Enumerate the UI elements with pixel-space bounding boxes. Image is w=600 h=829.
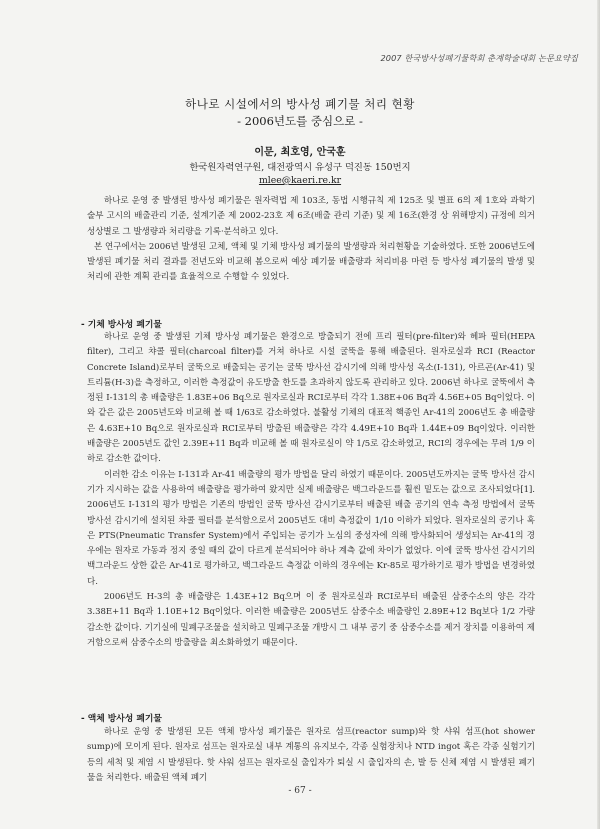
affiliation: 한국원자력연구원, 대전광역시 유성구 덕진동 150번지	[189, 162, 411, 173]
paper-title: 하나로 시설에서의 방사성 폐기물 처리 현황	[185, 97, 415, 111]
gas-paragraph: 하나로 운영 중 발생된 기체 방사성 폐기물은 환경으로 방출되기 전에 프리 필터(pre-filter)와 헤파 필터(HEPA filter), 그리고 챠콜 필터(charcoal filter)를 거쳐 하나로 시설 굴뚝을 통해 배출된다. 원자로실과 RCI (Reactor Concrete Island)로부터 굴뚝으로 배출되는 공기는 굴뚝 방사선 감시기에 의해 방사성 옥소(I-131), 아르곤(Ar-41) 및 트리튬(H-3)을 측정하고, 이러한 측정값이 유도방출 한도를 초과하지 않도록 관리하고 있다. 2006년 하나로 굴뚝에서 측정된 I-131의 총 배출량은 1.83E+06 Bq으로 원자로실과 RCI로부터 각각 1.38E+06 Bq과 4.56E+05 Bq이었다. 이와 같은 값은 2005년도와 비교해 볼 때 1/63로 감소하였다. 불활성 기체의 대표적 핵종인 Ar-41의 2006년도 총 배출량은 4.63E+10 Bq으로 원자로실과 RCI로부터 방출된 배출량은 각각 4.49E+10 Bq과 1.44E+09 Bq이었다. 이러한 배출량은 2005년도 값인 2.39E+11 Bq과 비교해 볼 때 원자로실이 약 1/5로 감소하였고, RCI의 경우에는 무려 1/9 이하로 감소한 값이다.	[87, 332, 535, 465]
intro-paragraph: 본 연구에서는 2006년 발생된 고체, 액체 및 기체 방사성 폐기물의 발생량과 처리현황을 기술하였다. 또한 2006년도에 발생된 폐기물 처리 결과를 전년도와 비교해 봄으로써 예상 폐기물 배출량과 처리비용 마련 등 방사성 폐기물의 발생 및 처리에 관한 계획 관리를 효율적으로 수행할 수 있었다.	[87, 241, 535, 283]
section-heading-gas: - 기체 방사성 폐기물	[81, 320, 162, 330]
running-head: 2007 한국방사성폐기물학회 춘계학술대회 논문요약집	[380, 53, 578, 63]
gas-section-body	[87, 330, 535, 651]
authors: 이문, 최호영, 안국훈	[254, 147, 346, 158]
liquid-paragraph: 하나로 운영 중 발생된 모든 액체 방사성 폐기물은 원자로 섬프(reactor sump)와 핫 샤워 섬프(hot shower sump)에 모이게 된다. 원자로 섬프는 원자로실 내부 계통의 유지보수, 각종 실험장치나 NTD ingot 혹은 각종 실험기기 등의 세척 및 제염 시 발생된다. 핫 샤워 섬프는 원자로실 출입자가 퇴실 시 출입자의 손, 발 등 신체 제염 시 발생된 폐기물을 처리한다. 배출된 액체 폐기	[87, 727, 535, 783]
paper-subtitle: - 2006년도를 중심으로 -	[237, 114, 363, 128]
intro-section	[87, 194, 535, 286]
email-link[interactable]: mlee@kaeri.re.kr	[258, 175, 342, 186]
liquid-section-body	[87, 725, 535, 786]
page-number: - 67 -	[288, 786, 312, 796]
section-heading-liquid: - 액체 방사성 폐기물	[81, 714, 162, 724]
intro-paragraph: 하나로 운영 중 발생된 방사성 폐기물은 원자력법 제 103조, 동법 시행규칙 제 125조 및 별표 6의 제 1호와 과학기술부 고시의 배출관리 기준, 설계기준 제 2002-23호 제 6조(배출 관리 기준) 및 제 16조(환경 상 위해방지) 규정에 의거 성상별로 그 발생량과 처리량을 기록·분석하고 있다.	[87, 196, 535, 237]
gas-paragraph: 2006년도 H-3의 총 배출량은 1.43E+12 Bq으며 이 중 원자로실과 RCI로부터 배출된 삼중수소의 양은 각각 3.38E+11 Bq과 1.10E+12 Bq이었다. 이러한 배출량은 2005년도 삼중수소 배출량인 2.89E+12 Bq보다 1/2 가량 감소한 값이다. 기기실에 밀폐구조물을 설치하고 밀폐구조물 개방시 그 내부 공기 중 삼중수소를 제거 장치를 이용하여 제거함으로써 삼중수소의 방출량을 최소화하였기 때문이다.	[87, 592, 535, 648]
gas-paragraph: 이러한 감소 이유는 I-131과 Ar-41 배출량의 평가 방법을 달리 하였기 때문이다. 2005년도까지는 굴뚝 방사선 감시기가 지시하는 값을 사용하여 배출량을 평가하여 왔지만 실제 배출량은 백그라운드를 훨씬 밑도는 값으로 조사되었다[1]. 2006년도 I-131의 평가 방법은 기존의 방법인 굴뚝 방사선 감시기로부터 배출된 배출 공기의 연속 측정 방법에서 굴뚝 방사선 감시기에 설치된 챠콜 필터를 분석함으로서 2005년도 대비 측정값이 1/10 이하가 되었다. 원자로실의 공기나 혹은 PTS(Pneumatic Transfer System)에서 주입되는 공기가 노심의 중성자에 의해 방사화되어 생성되는 Ar-41의 경우에는 원자로 가동과 정지 중일 때의 값이 다르게 분석되어야 하나 계측 값에 차이가 없었다. 이에 굴뚝 방사선 감시기의 백그라운드 상한 값은 Ar-41로 평가하고, 백그라운드 측정값 이하의 경우에는 Kr-85로 평가하기로 평가 방법을 변경하였다.	[87, 469, 535, 587]
